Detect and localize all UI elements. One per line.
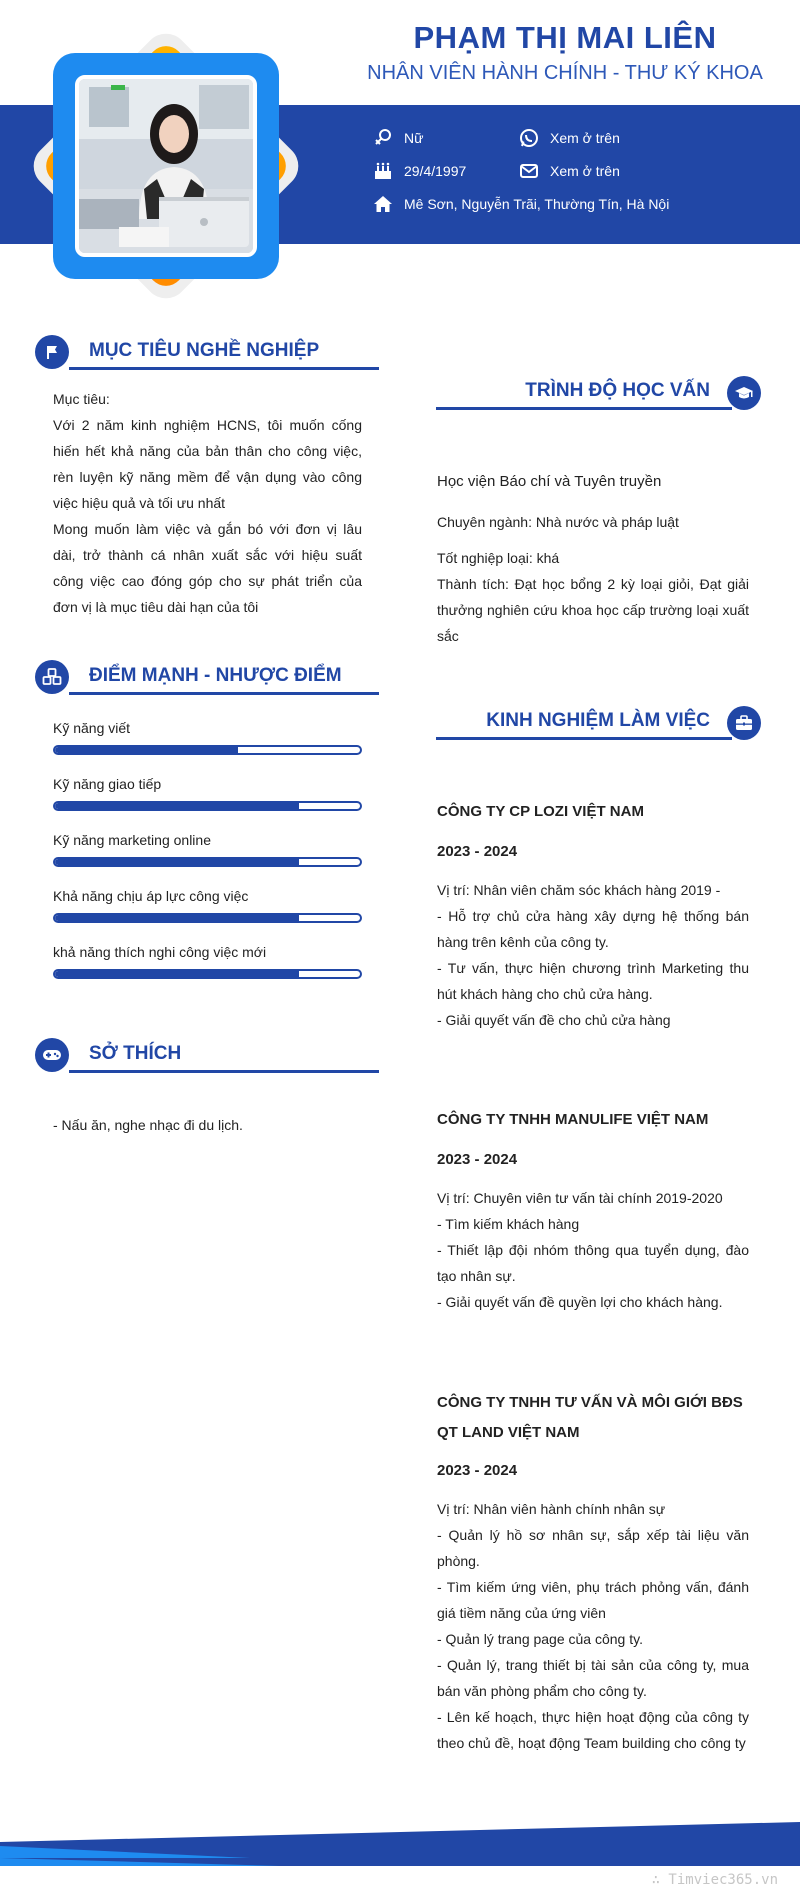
skill-bar [53, 801, 362, 811]
job-line: - Quản lý hồ sơ nhân sự, sắp xếp tài liệu văn phòng. [437, 1527, 749, 1569]
contact-gender: Nữ [372, 127, 423, 149]
job-line: - Giải quyết vấn đề cho chủ cửa hàng [437, 1012, 671, 1028]
job-line: Vị trí: Chuyên viên tư vấn tài chính 2019-2020 [437, 1190, 723, 1206]
whatsapp-icon [518, 127, 540, 149]
profile-photo-frame [25, 25, 307, 307]
education-major: Chuyên ngành: Nhà nước và pháp luật [437, 514, 679, 530]
hobbies-title: SỞ THÍCH [89, 1043, 182, 1064]
job-company: CÔNG TY CP LOZI VIỆT NAM [437, 803, 644, 820]
job-line: Vị trí: Nhân viên hành chính nhân sự [437, 1501, 666, 1517]
job-line: - Quản lý trang page của công ty. [437, 1631, 643, 1647]
candidate-name: PHẠM THỊ MAI LIÊN [413, 20, 717, 55]
job-period: 2023 - 2024 [437, 843, 518, 860]
hobbies-divider [69, 1070, 379, 1073]
gender-icon [372, 127, 394, 149]
job-company: CÔNG TY TNHH TƯ VẤN VÀ MÔI GIỚI BĐS QT LAND VIỆT NAM [437, 1394, 743, 1441]
job-line: - Lên kế hoạch, thực hiện hoạt động của công ty theo chủ đề, hoạt động Team building cho công ty [437, 1709, 749, 1751]
flag-icon [35, 335, 69, 369]
gamepad-icon [35, 1038, 69, 1072]
objective-label: Mục tiêu: [53, 391, 110, 407]
home-icon [372, 193, 394, 215]
education-title: TRÌNH ĐỘ HỌC VẤN [525, 380, 710, 401]
skill-bar [53, 913, 362, 923]
strengths-divider [69, 692, 379, 695]
contact-address: Mê Sơn, Nguyễn Trãi, Thường Tín, Hà Nội [372, 193, 669, 215]
education-divider [436, 407, 732, 410]
candidate-job-title: NHÂN VIÊN HÀNH CHÍNH - THƯ KÝ KHOA [367, 62, 763, 84]
job-company: CÔNG TY TNHH MANULIFE VIỆT NAM [437, 1111, 709, 1128]
objective-title: MỤC TIÊU NGHỀ NGHIỆP [89, 340, 320, 361]
skill-bar-fill [55, 915, 299, 921]
education-achievement: Thành tích: Đạt học bổng 2 kỳ loại giỏi, Đạt giải thưởng nghiên cứu khoa học cấp trường loại xuất sắc [437, 576, 749, 644]
strengths-title: ĐIỂM MẠNH - NHƯỢC ĐIỂM [89, 665, 342, 686]
skill-bar [53, 969, 362, 979]
contact-birthday: 29/4/1997 [372, 160, 466, 182]
skill-label: Kỹ năng viết [53, 720, 131, 736]
graduation-cap-icon [727, 376, 761, 410]
contact-phone: Xem ở trên [518, 127, 620, 149]
hobbies-text: - Nấu ăn, nghe nhạc đi du lịch. [53, 1117, 243, 1133]
job-period: 2023 - 2024 [437, 1462, 518, 1479]
watermark: ∴ Timviec365.vn [651, 1872, 778, 1888]
briefcase-icon [727, 706, 761, 740]
job-line: Vị trí: Nhân viên chăm sóc khách hàng 2019 - [437, 882, 721, 898]
job-line: - Hỗ trợ chủ cửa hàng xây dựng hệ thống bán hàng trên kênh của công ty. [437, 908, 749, 950]
skill-bar [53, 857, 362, 867]
objective-divider [69, 367, 379, 370]
objective-text-1: Với 2 năm kinh nghiệm HCNS, tôi muốn cống hiến hết khả năng của bản thân cho công việc, rèn luyện kỹ năng mềm để vận dụng vào công việc hiệu quả và tối ưu nhất [53, 417, 362, 511]
skill-bar [53, 745, 362, 755]
envelope-icon [518, 160, 540, 182]
skill-label: khả năng thích nghi công việc mới [53, 944, 267, 960]
profile-photo [75, 75, 257, 257]
job-period: 2023 - 2024 [437, 1151, 518, 1168]
job-line: - Tư vấn, thực hiện chương trình Marketing thu hút khách hàng cho chủ cửa hàng. [437, 960, 749, 1002]
education-grade: Tốt nghiệp loại: khá [437, 550, 560, 566]
job-line: - Tìm kiếm ứng viên, phụ trách phỏng vấn, đánh giá tiềm năng của ứng viên [437, 1579, 749, 1621]
job-line: - Tìm kiếm khách hàng [437, 1216, 580, 1232]
skill-bar-fill [55, 971, 299, 977]
skill-label: Kỹ năng giao tiếp [53, 776, 162, 792]
objective-text-2: Mong muốn làm việc và gắn bó với đơn vị lâu dài, trở thành cá nhân xuất sắc với hiệu suất công việc cao đóng góp cho sự phát triển của đơn vị là mục tiêu dài hạn của tôi [53, 521, 362, 615]
job-line: - Quản lý, trang thiết bị tài sản của công ty, mua bán văn phòng phẩm cho công ty. [437, 1657, 749, 1699]
skill-bar-fill [55, 747, 238, 753]
skill-label: Kỹ năng marketing online [53, 832, 211, 848]
skill-label: Khả năng chịu áp lực công việc [53, 888, 249, 904]
education-school: Học viện Báo chí và Tuyên truyền [437, 473, 662, 490]
job-line: - Thiết lập đội nhóm thông qua tuyển dụng, đào tạo nhân sự. [437, 1242, 749, 1284]
skill-bar-fill [55, 859, 299, 865]
skill-bar-fill [55, 803, 299, 809]
job-line: - Giải quyết vấn đề quyền lợi cho khách hàng. [437, 1294, 723, 1310]
birthday-cake-icon [372, 160, 394, 182]
contact-email: Xem ở trên [518, 160, 620, 182]
cubes-icon [35, 660, 69, 694]
watermark-logo-icon: ∴ [651, 1872, 669, 1888]
experience-title: KINH NGHIỆM LÀM VIỆC [486, 710, 710, 731]
experience-divider [436, 737, 732, 740]
